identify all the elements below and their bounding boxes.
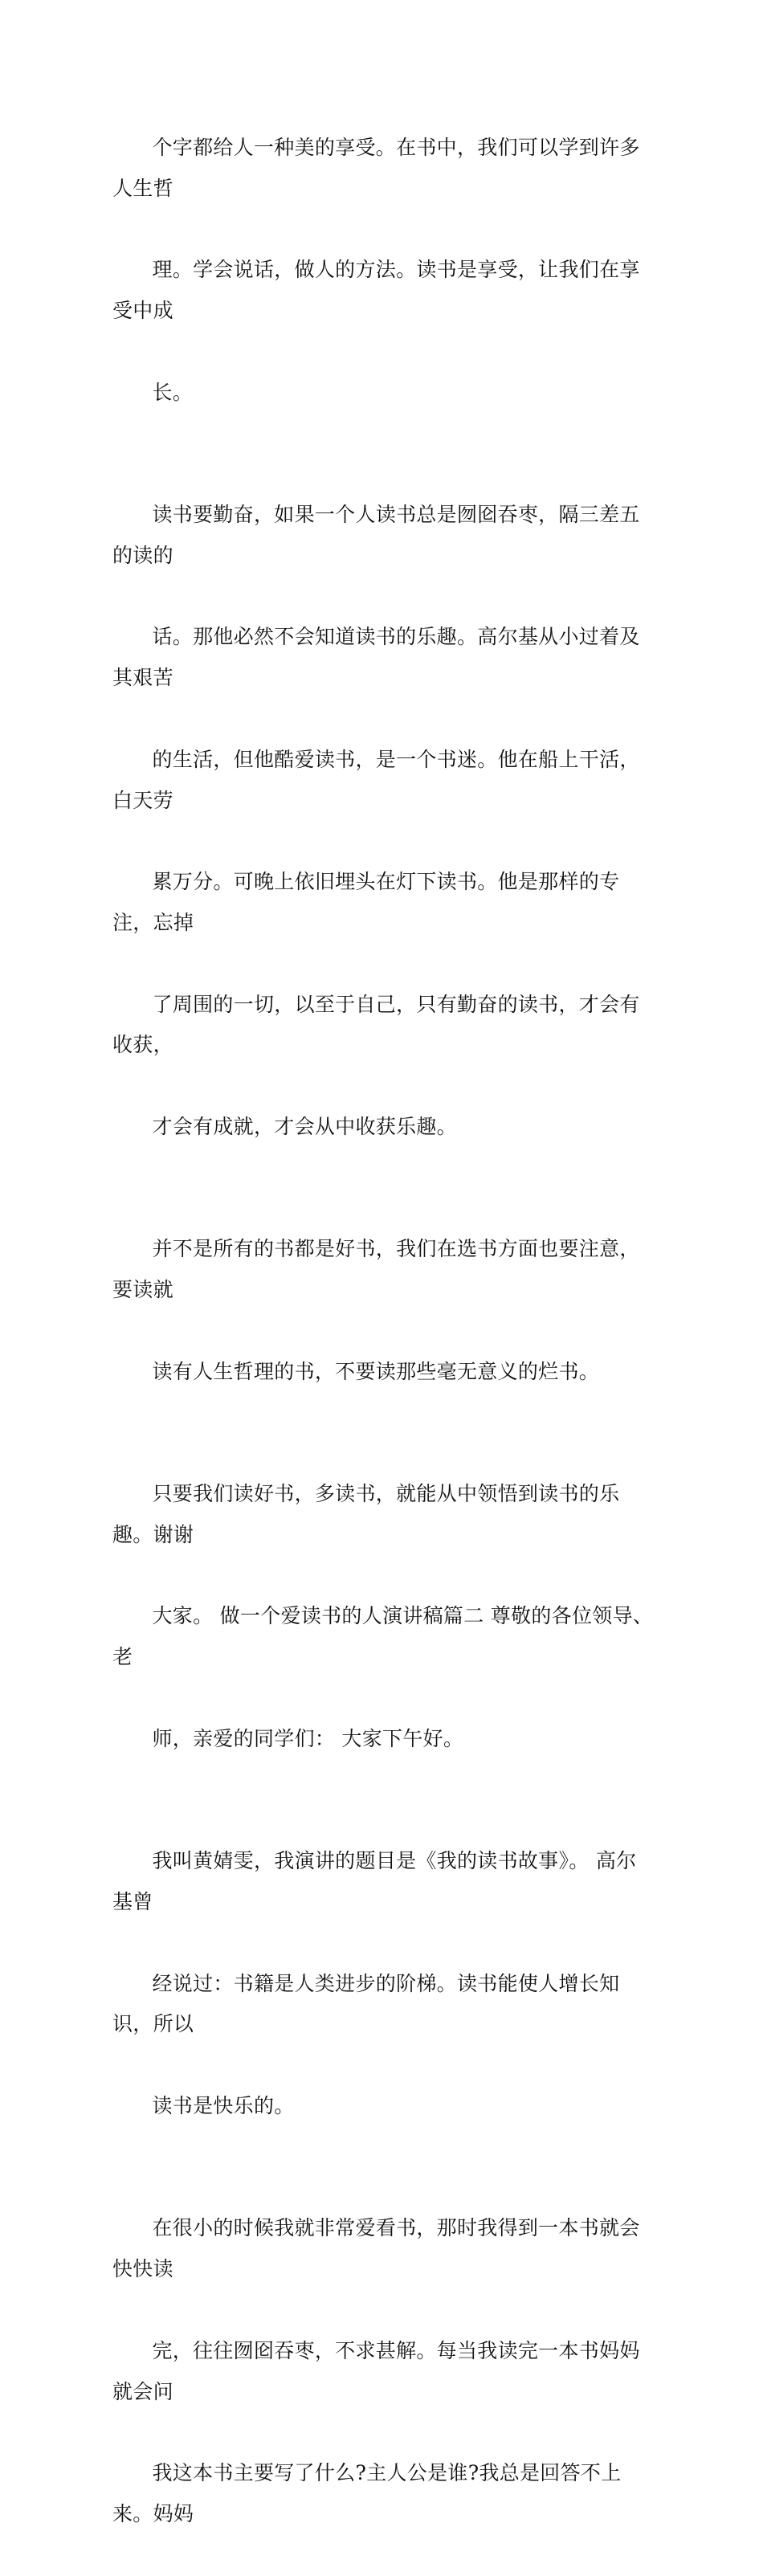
- text-line: 并不是所有的书都是好书，我们在选书方面也要注意，要读就: [112, 1237, 640, 1302]
- text-line: 师，亲爱的同学们： 大家下午好。: [152, 1726, 464, 1750]
- text-line: 读书是快乐的。: [152, 2094, 295, 2118]
- paragraph-3: [112, 1189, 655, 1434]
- text-line: 的生活，但他酷爱读书，是一个书迷。他在船上干活，白天劳: [112, 747, 640, 812]
- paragraph-2: [112, 454, 655, 1188]
- text-line: 读书要勤奋，如果一个人读书总是囫囵吞枣，隔三差五的读的: [112, 502, 640, 567]
- paragraph-4: [112, 1433, 655, 1800]
- text-line: 理。学会说话，做人的方法。读书是享受，让我们在享受中成: [112, 258, 640, 322]
- text-line: 累万分。可晚上依旧埋头在灯下读书。他是那样的专注，忘掉: [112, 870, 620, 934]
- text-line: 只要我们读好书，多读书，就能从中领悟到读书的乐趣。谢谢: [112, 1482, 620, 1546]
- document-body: [112, 87, 655, 2576]
- paragraph-5: [112, 1800, 655, 2167]
- text-line: 在很小的时候我就非常爱看书，那时我得到一本书就会快快读: [112, 2216, 640, 2281]
- text-line: 我这本书主要写了什么?主人公是谁?我总是回答不上来。妈妈: [112, 2461, 622, 2526]
- text-line: 长。: [152, 380, 194, 404]
- text-line: 经说过：书籍是人类进步的阶梯。读书能使人增长知识，所以: [112, 1971, 620, 2036]
- text-line: 话。那他必然不会知道读书的乐趣。高尔基从小过着及其艰苦: [112, 625, 640, 690]
- text-line: 读有人生哲理的书，不要读那些毫无意义的烂书。: [152, 1359, 600, 1383]
- text-line: 我叫黄婧雯，我演讲的题目是《我的读书故事》。 高尔基曾: [112, 1849, 637, 1914]
- text-line: 大家。 做一个爱读书的人演讲稿篇二 尊敬的各位领导、老: [112, 1604, 654, 1669]
- paragraph-1: [112, 87, 655, 454]
- text-line: 完，往往囫囵吞枣，不求甚解。每当我读完一本书妈妈就会问: [112, 2338, 640, 2403]
- text-line: 了周围的一切，以至于自己，只有勤奋的读书，才会有收获，: [112, 992, 640, 1057]
- paragraph-6: [112, 2168, 655, 2576]
- text-line: 个字都给人一种美的享受。在书中，我们可以学到许多人生哲: [112, 135, 640, 200]
- text-line: 才会有成就，才会从中收获乐趣。: [152, 1114, 457, 1138]
